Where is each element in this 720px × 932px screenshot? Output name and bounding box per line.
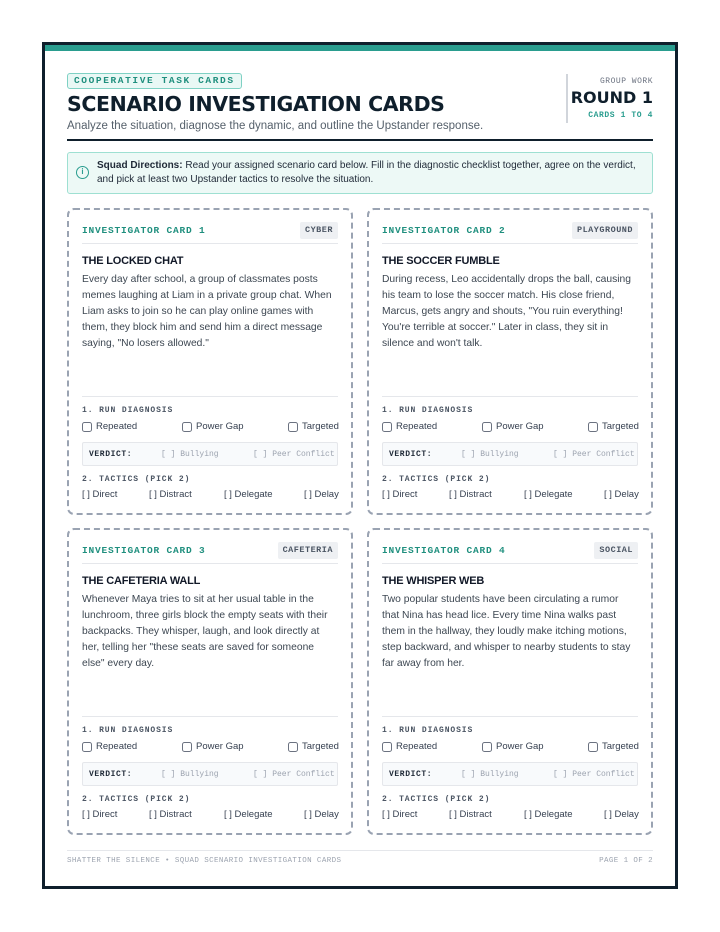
- diagnostic-section: [82, 716, 338, 823]
- diagnosis-checklist: [382, 421, 638, 435]
- tactic-option[interactable]: [ ] Direct: [82, 809, 118, 820]
- diagnosis-checkbox[interactable]: [382, 741, 437, 752]
- tactics-row: [82, 809, 338, 823]
- diagnosis-label: 1. RUN DIAGNOSIS: [82, 726, 174, 735]
- verdict-row: [82, 762, 338, 786]
- tactic-option[interactable]: [ ] Direct: [382, 489, 418, 500]
- verdict-option[interactable]: [ ] Bullying: [161, 450, 219, 459]
- scenario-text: Every day after school, a group of classmates posts memes laughing at Liam in a private group chat. When Liam asks to join so he can play online games with them, they block him and send him a direct message saying, "No losers allowed.": [82, 274, 332, 349]
- tactic-option[interactable]: [ ] Direct: [382, 809, 418, 820]
- checkbox-label: Repeated: [96, 741, 138, 752]
- card-header: [82, 222, 338, 244]
- tactics-row: [382, 809, 638, 823]
- scenario-title: THE WHISPER WEB: [382, 575, 485, 587]
- diagnosis-label: 1. RUN DIAGNOSIS: [382, 726, 474, 735]
- checkbox-box[interactable]: [482, 742, 492, 752]
- checkbox-label: Targeted: [302, 741, 339, 752]
- checkbox-label: Repeated: [396, 741, 438, 752]
- verdict-option[interactable]: [ ] Peer Conflict: [253, 770, 335, 779]
- tactics-row: [382, 489, 638, 503]
- verdict-option[interactable]: [ ] Bullying: [461, 770, 519, 779]
- page-footer: [67, 850, 653, 865]
- checkbox-box[interactable]: [182, 742, 192, 752]
- verdict-label: VERDICT:: [389, 770, 433, 779]
- accent-bar: [45, 45, 675, 51]
- checkbox-box[interactable]: [82, 422, 92, 432]
- cards-range: CARDS 1 TO 4: [588, 111, 653, 120]
- verdict-option[interactable]: [ ] Bullying: [461, 450, 519, 459]
- diagnosis-checklist: [82, 741, 338, 755]
- page-subtitle: Analyze the situation, diagnose the dynamic, and outline the Upstander response.: [67, 120, 484, 132]
- diagnosis-checklist: [82, 421, 338, 435]
- verdict-row: [382, 762, 638, 786]
- category-tag: CAFETERIA: [278, 542, 338, 559]
- tactic-option[interactable]: [ ] Delay: [604, 489, 639, 500]
- checkbox-label: Repeated: [396, 421, 438, 432]
- diagnosis-label: 1. RUN DIAGNOSIS: [82, 406, 174, 415]
- checkbox-box[interactable]: [288, 422, 298, 432]
- diagnosis-checkbox[interactable]: [588, 421, 639, 432]
- investigator-card-1: [67, 208, 353, 515]
- checkbox-label: Targeted: [602, 741, 639, 752]
- investigator-card-2: [367, 208, 653, 515]
- category-tag: SOCIAL: [594, 542, 638, 559]
- kicker-badge: COOPERATIVE TASK CARDS: [67, 73, 242, 89]
- verdict-option[interactable]: [ ] Peer Conflict: [253, 450, 335, 459]
- card-label: INVESTIGATOR CARD 4: [382, 545, 506, 556]
- category-tag: PLAYGROUND: [572, 222, 638, 239]
- verdict-label: VERDICT:: [89, 450, 133, 459]
- investigator-card-4: [367, 528, 653, 835]
- checkbox-box[interactable]: [82, 742, 92, 752]
- diagnosis-checkbox[interactable]: [82, 741, 137, 752]
- tactic-option[interactable]: [ ] Delegate: [224, 489, 273, 500]
- verdict-label: VERDICT:: [389, 450, 433, 459]
- scenario-text: Whenever Maya tries to sit at her usual table in the lunchroom, three girls block the empty seats with their backpacks. They whisper, laugh, and look directly at her, telling her "these seats are saved for someone else" every day.: [82, 594, 328, 669]
- info-icon: i: [76, 166, 89, 179]
- round-block: [566, 74, 653, 123]
- tactic-option[interactable]: [ ] Distract: [149, 489, 192, 500]
- tactic-option[interactable]: [ ] Distract: [449, 809, 492, 820]
- worksheet-page: [42, 42, 678, 889]
- diagnosis-checkbox[interactable]: [82, 421, 137, 432]
- tactic-option[interactable]: [ ] Distract: [149, 809, 192, 820]
- tactics-label: 2. TACTICS (PICK 2): [82, 475, 191, 484]
- scenario-title: THE CAFETERIA WALL: [82, 575, 201, 587]
- group-work-label: GROUP WORK: [599, 77, 653, 86]
- verdict-row: [382, 442, 638, 466]
- page-number: PAGE 1 OF 2: [599, 857, 653, 865]
- diagnosis-checklist: [382, 741, 638, 755]
- diagnosis-checkbox[interactable]: [382, 421, 437, 432]
- page-header: [67, 73, 653, 143]
- scenario-title: THE LOCKED CHAT: [82, 255, 184, 267]
- diagnostic-section: [382, 716, 638, 823]
- directions-text: Read your assigned scenario card below. Fill in the diagnostic checklist together, agree on the verdict, and pick at least two Upstander tactics to resolve the situation.: [97, 160, 636, 185]
- verdict-row: [82, 442, 338, 466]
- verdict-label: VERDICT:: [89, 770, 133, 779]
- diagnosis-checkbox[interactable]: [482, 741, 544, 752]
- category-tag: CYBER: [300, 222, 338, 239]
- tactics-label: 2. TACTICS (PICK 2): [82, 795, 191, 804]
- scenario-text: During recess, Leo accidentally drops the ball, causing his team to lose the soccer match. His close friend, Marcus, gets angry and shouts, "You ruin everything! You're terrible at soccer." Later in class, they sit in silence and won't talk.: [382, 274, 631, 349]
- tactic-option[interactable]: [ ] Delay: [304, 489, 339, 500]
- checkbox-label: Power Gap: [496, 421, 544, 432]
- diagnosis-checkbox[interactable]: [588, 741, 639, 752]
- tactics-label: 2. TACTICS (PICK 2): [382, 795, 491, 804]
- footer-left: SHATTER THE SILENCE • SQUAD SCENARIO INVESTIGATION CARDS: [67, 857, 342, 865]
- checkbox-box[interactable]: [588, 742, 598, 752]
- header-divider: [67, 139, 653, 141]
- checkbox-label: Targeted: [302, 421, 339, 432]
- card-label: INVESTIGATOR CARD 2: [382, 225, 506, 236]
- tactic-option[interactable]: [ ] Delegate: [524, 489, 573, 500]
- card-header: [82, 542, 338, 564]
- card-label: INVESTIGATOR CARD 3: [82, 545, 206, 556]
- tactic-option[interactable]: [ ] Delay: [604, 809, 639, 820]
- diagnosis-checkbox[interactable]: [182, 421, 244, 432]
- tactic-option[interactable]: [ ] Distract: [449, 489, 492, 500]
- scenario-title: THE SOCCER FUMBLE: [382, 255, 500, 267]
- diagnosis-checkbox[interactable]: [288, 421, 339, 432]
- round-label: ROUND 1: [570, 88, 653, 107]
- directions-callout: [67, 152, 653, 194]
- card-label: INVESTIGATOR CARD 1: [82, 225, 206, 236]
- card-header: [382, 542, 638, 564]
- checkbox-label: Power Gap: [496, 741, 544, 752]
- checkbox-box[interactable]: [382, 422, 392, 432]
- diagnosis-checkbox[interactable]: [288, 741, 339, 752]
- diagnostic-section: [382, 396, 638, 503]
- tactic-option[interactable]: [ ] Delay: [304, 809, 339, 820]
- checkbox-box[interactable]: [482, 422, 492, 432]
- tactic-option[interactable]: [ ] Delegate: [224, 809, 273, 820]
- checkbox-box[interactable]: [382, 742, 392, 752]
- checkbox-box[interactable]: [588, 422, 598, 432]
- investigator-card-3: [67, 528, 353, 835]
- checkbox-label: Targeted: [602, 421, 639, 432]
- checkbox-box[interactable]: [288, 742, 298, 752]
- tactic-option[interactable]: [ ] Delegate: [524, 809, 573, 820]
- checkbox-label: Repeated: [96, 421, 138, 432]
- card-header: [382, 222, 638, 244]
- checkbox-label: Power Gap: [196, 421, 244, 432]
- page-title: SCENARIO INVESTIGATION CARDS: [67, 92, 445, 116]
- diagnosis-checkbox[interactable]: [482, 421, 544, 432]
- tactics-label: 2. TACTICS (PICK 2): [382, 475, 491, 484]
- tactic-option[interactable]: [ ] Direct: [82, 489, 118, 500]
- scenario-text: Two popular students have been circulating a rumor that Nina has head lice. Every time Nina walks past them in the hallway, they loudly make itching motions, step backward, and whisper to nearby students to stay far away from her.: [382, 594, 631, 669]
- diagnosis-checkbox[interactable]: [182, 741, 244, 752]
- diagnosis-label: 1. RUN DIAGNOSIS: [382, 406, 474, 415]
- tactics-row: [82, 489, 338, 503]
- verdict-option[interactable]: [ ] Peer Conflict: [553, 770, 635, 779]
- checkbox-box[interactable]: [182, 422, 192, 432]
- verdict-option[interactable]: [ ] Bullying: [161, 770, 219, 779]
- checkbox-label: Power Gap: [196, 741, 244, 752]
- directions-heading: Squad Directions:: [97, 160, 183, 171]
- verdict-option[interactable]: [ ] Peer Conflict: [553, 450, 635, 459]
- diagnostic-section: [82, 396, 338, 503]
